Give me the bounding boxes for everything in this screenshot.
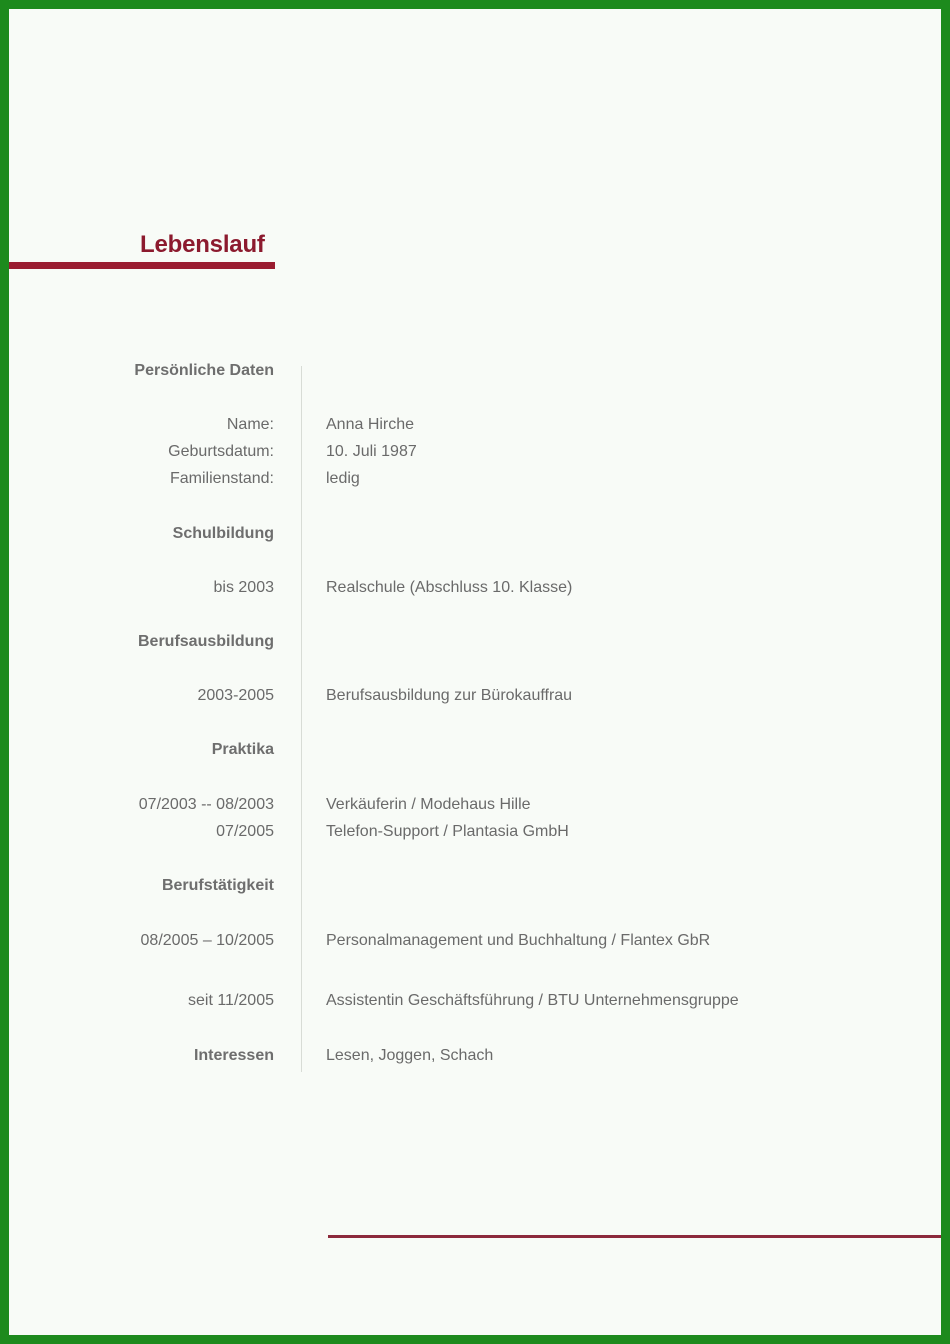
value-interests: Lesen, Joggen, Schach <box>326 1047 494 1064</box>
value-employment-1: Personalmanagement und Buchhaltung / Flantex GbR <box>326 932 711 949</box>
value-training: Berufsausbildung zur Bürokauffrau <box>326 687 573 704</box>
label-internship-2-period: 07/2005 <box>216 823 274 840</box>
label-internship-1-period: 07/2003 -- 08/2003 <box>138 796 274 813</box>
footer-rule <box>328 1235 941 1238</box>
section-heading-employment: Berufstätigkeit <box>161 877 274 894</box>
label-employment-2-period: seit 11/2005 <box>188 992 274 1009</box>
section-heading-school: Schulbildung <box>172 525 274 542</box>
cv-page <box>9 9 941 1335</box>
label-name: Name: <box>226 416 274 433</box>
label-employment-1-period: 08/2005 – 10/2005 <box>140 932 274 949</box>
column-divider <box>301 366 302 1072</box>
value-employment-2: Assistentin Geschäftsführung / BTU Unternehmensgruppe <box>326 992 739 1009</box>
section-heading-personal: Persönliche Daten <box>134 362 274 379</box>
value-name: Anna Hirche <box>326 416 415 433</box>
document-title: Lebenslauf <box>140 231 265 258</box>
label-marital-status: Familienstand: <box>169 470 274 487</box>
label-school-period: bis 2003 <box>213 579 274 596</box>
section-heading-interests: Interessen <box>193 1047 274 1064</box>
label-training-period: 2003-2005 <box>197 687 274 704</box>
section-heading-training: Berufsausbildung <box>137 633 274 650</box>
value-marital-status: ledig <box>326 470 360 487</box>
value-internship-1: Verkäuferin / Modehaus Hille <box>326 796 531 813</box>
value-birthdate: 10. Juli 1987 <box>326 443 417 460</box>
title-underline <box>9 262 275 269</box>
section-heading-internships: Praktika <box>211 741 274 758</box>
value-internship-2: Telefon-Support / Plantasia GmbH <box>326 823 569 840</box>
value-school: Realschule (Abschluss 10. Klasse) <box>326 579 573 596</box>
label-birthdate: Geburtsdatum: <box>168 443 274 460</box>
